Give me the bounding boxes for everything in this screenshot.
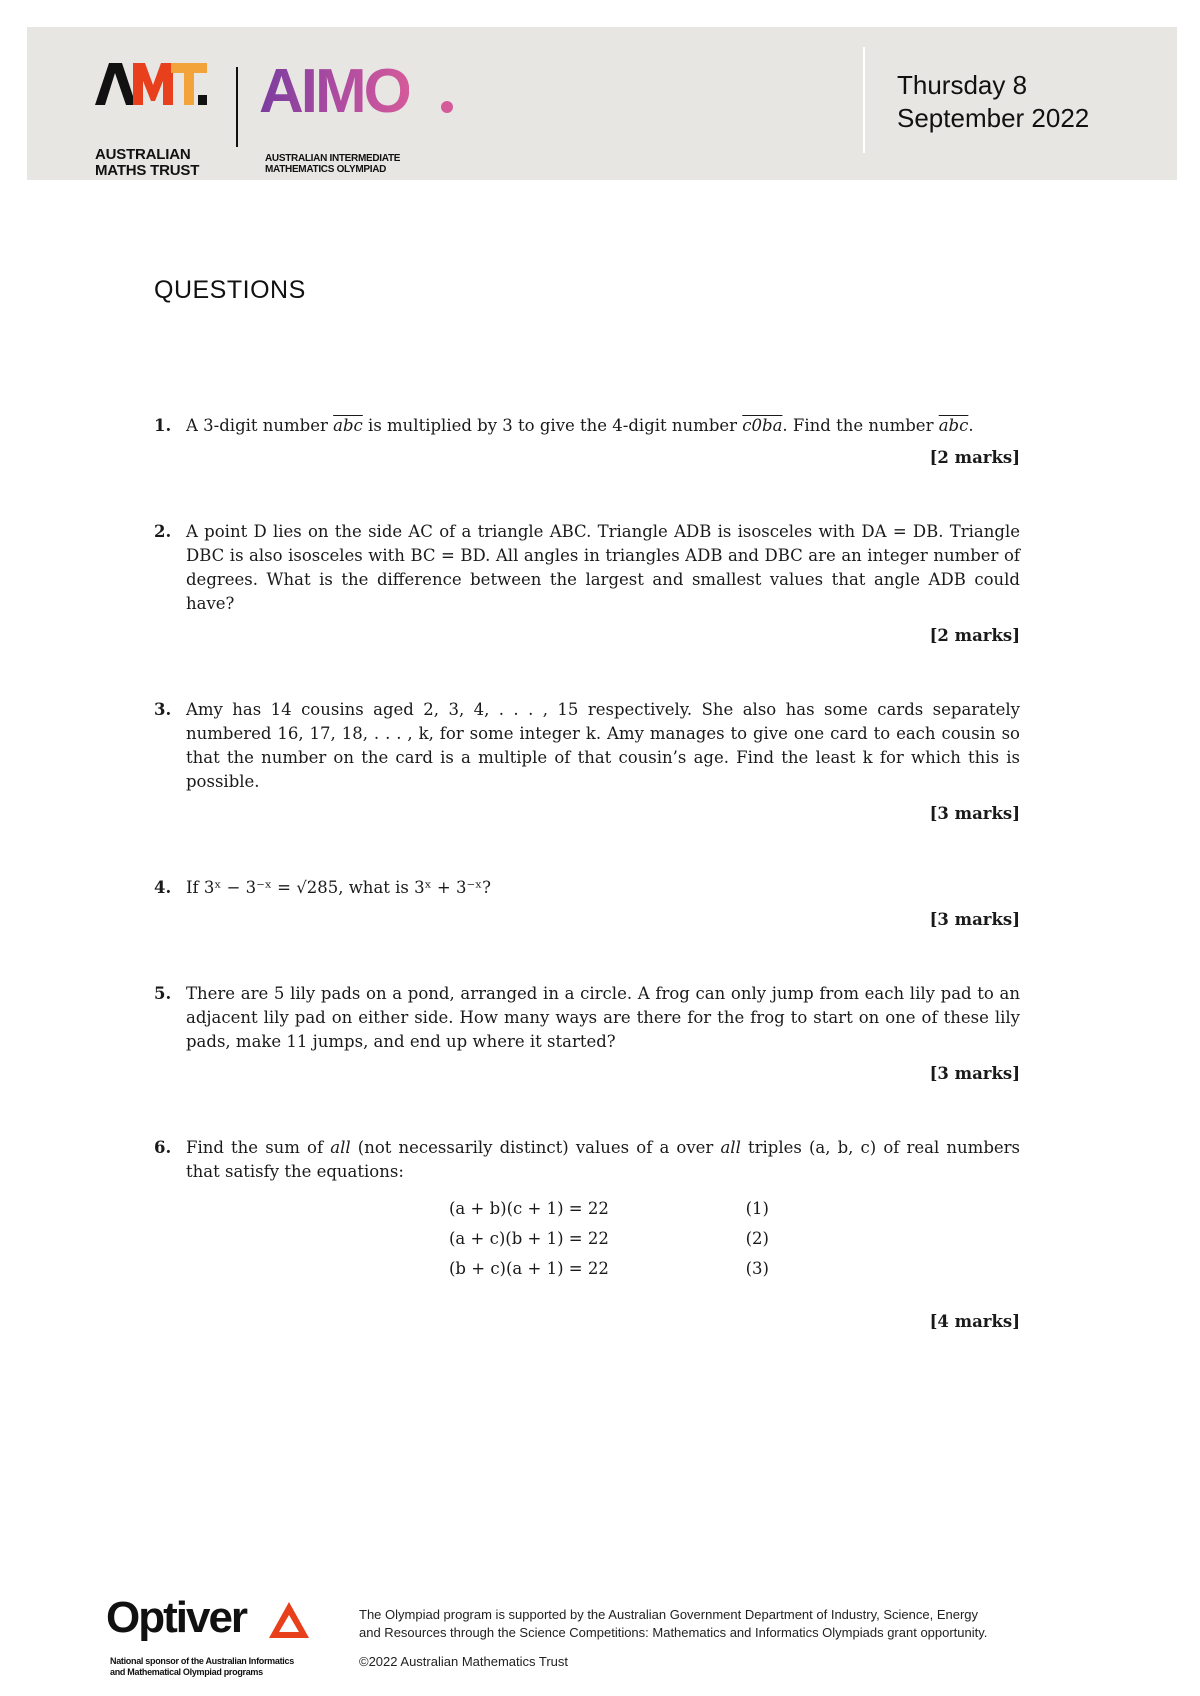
text-part: is multiplied by 3 to give the 4-digit number	[362, 416, 743, 435]
question-3	[154, 698, 1020, 826]
question-number: 2.	[154, 522, 172, 541]
question-marks: [4 marks]	[929, 1312, 1020, 1331]
amt-name-line1: AUSTRALIAN	[95, 146, 191, 163]
optiver-logo	[106, 1593, 306, 1677]
aimo-sub-line1: AUSTRALIAN INTERMEDIATE	[265, 153, 401, 164]
logo-divider	[236, 67, 238, 147]
overlined-number: $\overline{abc}$	[333, 416, 363, 435]
overlined-number: $\overline{abc}$	[938, 416, 969, 435]
equation-3	[449, 1254, 769, 1284]
equation-1	[449, 1194, 769, 1224]
question-5	[154, 982, 1020, 1086]
page-title: QUESTIONS	[154, 276, 306, 304]
question-2	[154, 520, 1020, 648]
equation-expr: (a + c)(b + 1) = 22	[449, 1229, 609, 1248]
question-number: 4.	[154, 878, 172, 897]
equation-label: (1)	[745, 1199, 769, 1218]
question-marks: [2 marks]	[929, 626, 1020, 645]
header-banner	[27, 27, 1177, 180]
emphasis: all	[720, 1138, 741, 1157]
equation-2	[449, 1224, 769, 1254]
question-marks: [3 marks]	[929, 910, 1020, 929]
text-part: .	[968, 416, 974, 435]
amt-logo	[95, 63, 215, 179]
text-part: . Find the number	[782, 416, 939, 435]
emphasis: all	[330, 1138, 351, 1157]
question-marks: [3 marks]	[929, 804, 1020, 823]
question-4	[154, 876, 1020, 932]
aimo-subtitle	[265, 153, 465, 175]
question-text: There are 5 lily pads on a pond, arranged in a circle. A frog can only jump from each lily pad to an adjacent lily pad on either side. How many ways are there for the frog to start on one of these lily pads, make 11 jumps, and end up where it started?	[186, 984, 1020, 1051]
text-part: Find the sum of	[186, 1138, 331, 1157]
copyright: ©2022 Australian Mathematics Trust	[359, 1654, 569, 1669]
question-6	[154, 1136, 1020, 1334]
question-1	[154, 414, 1020, 470]
question-marks: [2 marks]	[929, 448, 1020, 467]
question-number: 1.	[154, 416, 172, 435]
question-text: A point D lies on the side AC of a triangle ABC. Triangle ADB is isosceles with DA = DB. Triangle DBC is also isosceles with BC = BD. All angles in triangles ADB and DBC are an integer number of degrees. What is the difference between the largest and smallest values that angle ADB could have?	[186, 522, 1020, 613]
aimo-sub-line2: MATHEMATICS OLYMPIAD	[265, 164, 387, 175]
question-text	[186, 414, 1020, 438]
equation-label: (2)	[745, 1229, 769, 1248]
question-text: If 3ˣ − 3⁻ˣ = √285, what is 3ˣ + 3⁻ˣ?	[186, 878, 491, 897]
optiver-sub-line1: National sponsor of the Australian Informatics	[110, 1656, 294, 1666]
equation-label: (3)	[745, 1259, 769, 1278]
question-text	[186, 1136, 1020, 1184]
amt-name	[95, 147, 245, 179]
equation-expr: (a + b)(c + 1) = 22	[449, 1199, 609, 1218]
aimo-wordmark: AIMO	[259, 57, 409, 126]
amt-name-line2: MATHS TRUST	[95, 162, 200, 179]
amt-logo-mark	[95, 63, 207, 105]
text-part: A 3-digit number	[186, 416, 334, 435]
question-text: Amy has 14 cousins aged 2, 3, 4, . . . , 15 respectively. She also has some cards separately numbered 16, 17, 18, . . . , k, for some integer k. Amy manages to give one card to each cousin so that the number on the card is a multiple of that cousin’s age. Find the least k for which this is possible.	[186, 700, 1020, 791]
support-line1: The Olympiad program is supported by the Australian Government Department of Industry, Science, Energy	[359, 1607, 979, 1622]
text-part: triples (a, b, c) of real numbers that satisfy the equations:	[186, 1138, 1021, 1181]
question-marks: [3 marks]	[929, 1064, 1020, 1083]
optiver-wordmark: Optiver	[106, 1593, 247, 1642]
equation-system	[449, 1194, 769, 1284]
optiver-subtitle	[110, 1656, 310, 1678]
support-line2: and Resources through the Science Competitions: Mathematics and Informatics Olympiads grant opportunity.	[359, 1625, 988, 1640]
date-line1: Thursday 8	[897, 70, 1028, 100]
text-part: (not necessarily distinct) values of a over	[350, 1138, 721, 1157]
overlined-number: c0ba	[742, 416, 783, 435]
date-divider	[863, 47, 865, 153]
aimo-dot	[441, 101, 453, 113]
exam-date	[897, 69, 1157, 135]
question-number: 6.	[154, 1138, 172, 1157]
question-number: 5.	[154, 984, 172, 1003]
optiver-triangle-icon	[269, 1602, 309, 1638]
aimo-logo	[259, 57, 459, 175]
question-number: 3.	[154, 700, 172, 719]
footer-text	[359, 1606, 1139, 1671]
optiver-sub-line2: and Mathematical Olympiad programs	[110, 1667, 263, 1677]
equation-expr: (b + c)(a + 1) = 22	[449, 1259, 609, 1278]
date-line2: September 2022	[897, 103, 1090, 133]
